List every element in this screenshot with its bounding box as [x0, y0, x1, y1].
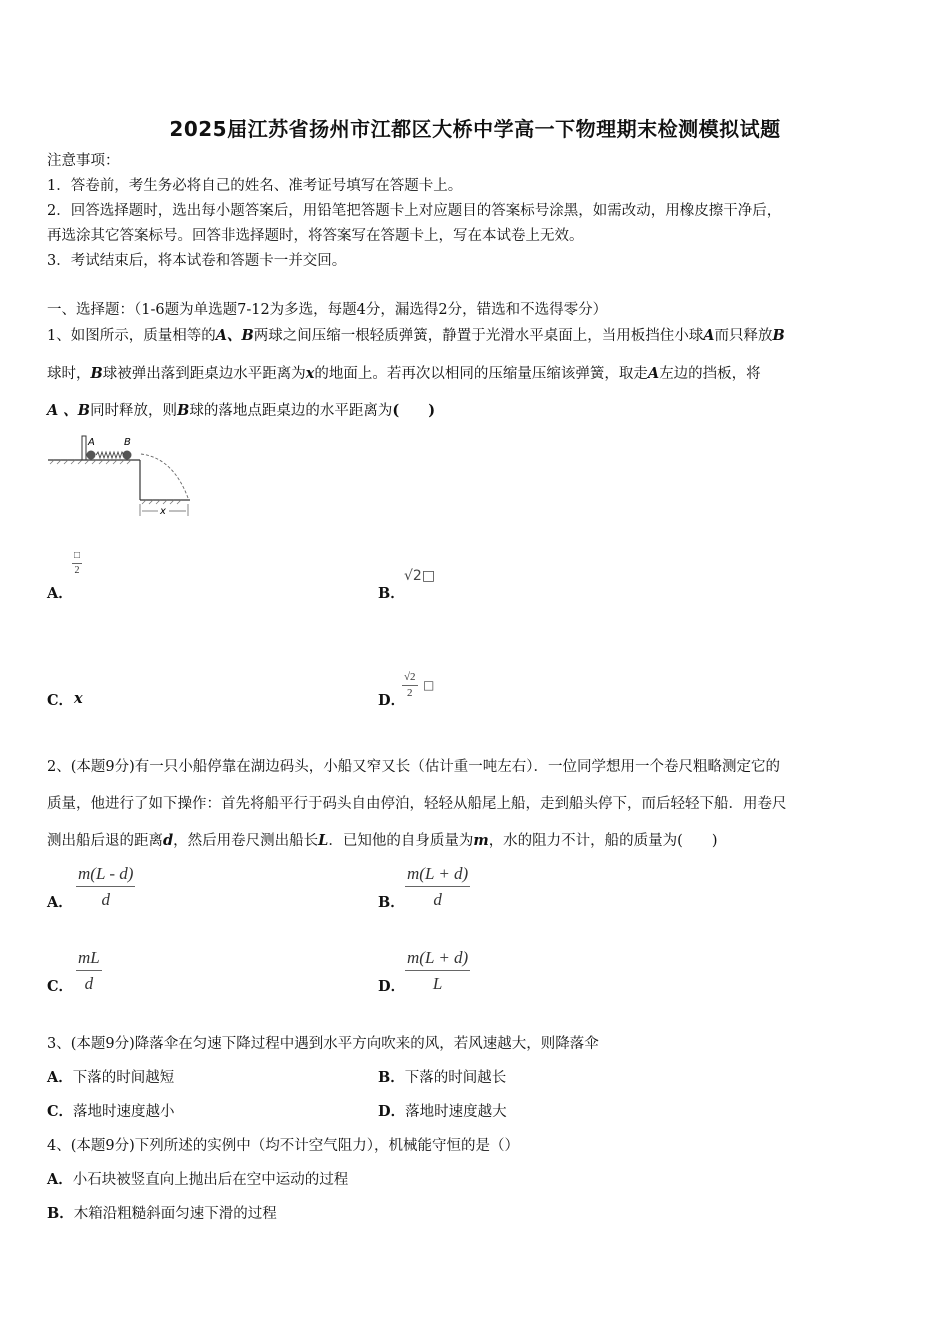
- section-heading: 一、选择题：（1-6题为单选题7-12为多选，每题4分，漏选得2分，错选和不选得零分）: [47, 302, 608, 318]
- q1-option-d-tail: □: [423, 678, 435, 692]
- notice-item-3: 3．考试结束后，将本试卷和答题卡一并交回。: [47, 253, 347, 269]
- q2-option-b-fraction: $\frac{m(L + d)}{d}$: [407, 864, 469, 909]
- q1-line-3: A 、B同时释放，则B球的落地点距桌边的水平距离为( ): [47, 402, 436, 419]
- q1-option-c-text: x: [74, 690, 83, 707]
- q4-option-b[interactable]: B．木箱沿粗糙斜面匀速下滑的过程: [47, 1205, 277, 1222]
- q2-option-c-fraction: $\frac{mL}{d}$: [78, 948, 100, 993]
- q1-option-b-label[interactable]: B．: [378, 585, 405, 602]
- q1-line-1: 1、如图所示，质量相等的A、B两球之间压缩一根轻质弹簧，静置于光滑水平桌面上，当用板挡住小球A而只释放B: [47, 327, 785, 344]
- q4-stem: 4、(本题9分)下列所述的实例中（均不计空气阻力），机械能守恒的是（）: [47, 1138, 520, 1154]
- q4-option-a[interactable]: A．小石块被竖直向上抛出后在空中运动的过程: [47, 1171, 349, 1188]
- q2-option-a-fraction: $\frac{m(L - d)}{d}$: [78, 864, 134, 909]
- spring: [96, 452, 124, 458]
- q3-option-a[interactable]: A．下落的时间越短: [47, 1069, 175, 1086]
- q3-option-c[interactable]: C．落地时速度越小: [47, 1103, 175, 1120]
- notice-item-2-cont: 再选涂其它答案标号。回答非选择题时，将答案写在答题卡上，写在本试卷上无效。: [47, 228, 584, 244]
- q1-option-a-label[interactable]: A．: [47, 585, 73, 602]
- q2-option-d-label[interactable]: D．: [378, 978, 406, 995]
- label-a: A: [88, 437, 95, 448]
- q2-line-2: 质量，他进行了如下操作：首先将船平行于码头自由停泊，轻轻从船尾上船，走到船头停下，而后轻轻下船．用卷尺: [47, 796, 787, 812]
- q2-option-a-label[interactable]: A．: [47, 894, 73, 911]
- q3-option-d[interactable]: D．落地时速度越大: [378, 1103, 507, 1120]
- q2-option-c-label[interactable]: C．: [47, 978, 74, 995]
- q1-option-a-fraction: □ 2: [74, 550, 81, 576]
- q3-option-b[interactable]: B．下落的时间越长: [378, 1069, 507, 1086]
- q1-option-d-fraction: $\frac{√2}{2}$: [404, 671, 416, 699]
- trajectory: [141, 454, 188, 498]
- q2-line-3: 测出船后退的距离d，然后用卷尺测出船长L．已知他的自身质量为m，水的阻力不计，船的质量为( ): [47, 832, 718, 849]
- label-b: B: [124, 437, 131, 448]
- q1-option-d-label[interactable]: D．: [378, 692, 406, 709]
- q1-figure-diagram: [45, 430, 195, 520]
- notice-item-2: 2．回答选择题时，选出每小题答案后，用铅笔把答题卡上对应题目的答案标号涂黑，如需改动，用橡皮擦干净后，: [47, 203, 782, 219]
- q1-option-b-expr: √2□: [404, 568, 436, 584]
- q3-stem: 3、(本题9分)降落伞在匀速下降过程中遇到水平方向吹来的风，若风速越大，则降落伞: [47, 1036, 599, 1052]
- q1-line-2: 球时，B球被弹出落到距桌边水平距离为x的地面上。若再次以相同的压缩量压缩该弹簧，取走A左边的挡板，将: [47, 365, 761, 382]
- notice-item-1: 1．答卷前，考生务必将自己的姓名、准考证号填写在答题卡上。: [47, 178, 463, 194]
- q2-line-1: 2、(本题9分)有一只小船停靠在湖边码头，小船又窄又长（估计重一吨左右）．一位同学想用一个卷尺粗略测定它的: [47, 759, 781, 775]
- page-title: 2025届江苏省扬州市江都区大桥中学高一下物理期末检测模拟试题: [169, 117, 781, 141]
- q2-option-d-fraction: $\frac{m(L + d)}{L}$: [407, 948, 469, 993]
- q2-option-b-label[interactable]: B．: [378, 894, 405, 911]
- notice-heading: 注意事项：: [47, 153, 120, 169]
- ball-a: [87, 451, 96, 460]
- q1-option-c-label[interactable]: C．: [47, 692, 74, 709]
- label-x: x: [160, 506, 166, 517]
